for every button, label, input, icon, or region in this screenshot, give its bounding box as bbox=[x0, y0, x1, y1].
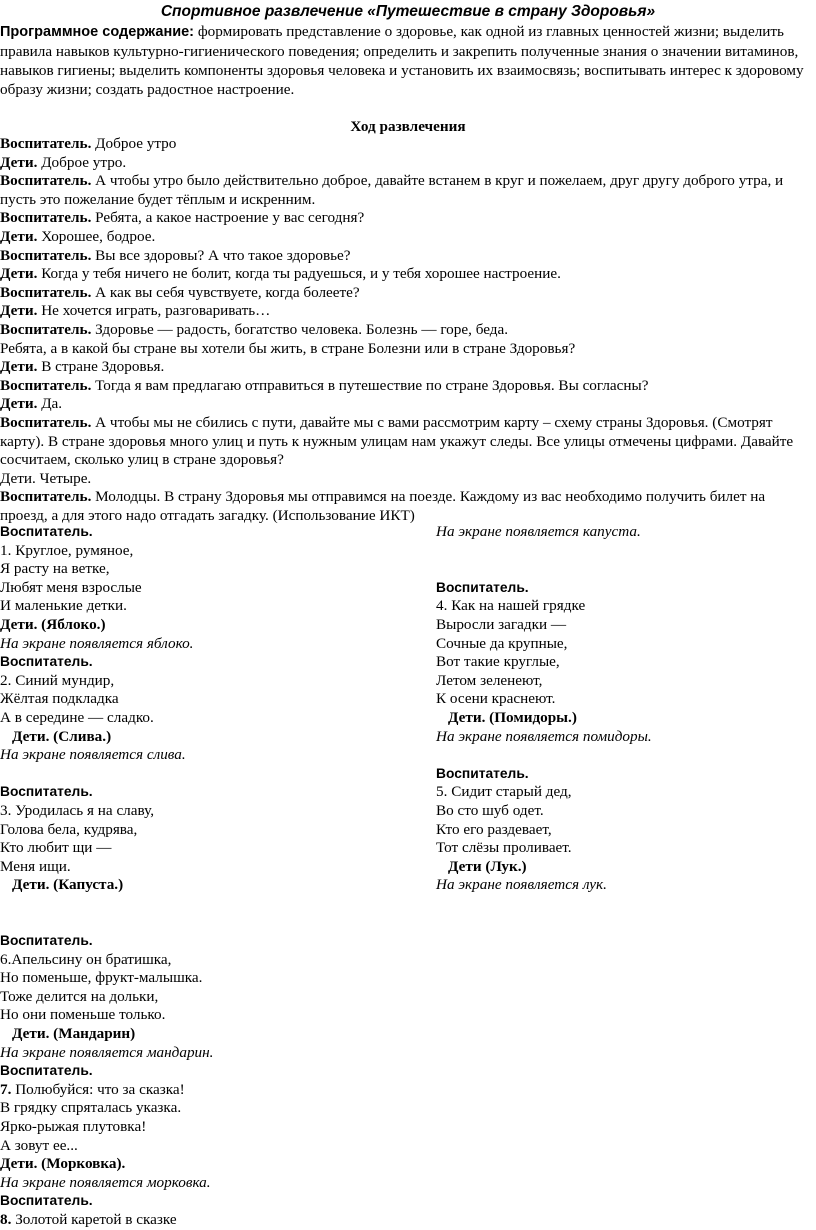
riddle-line-text: В грядку спряталась указка. bbox=[0, 1099, 182, 1117]
dialog-line bbox=[0, 209, 816, 228]
riddle-line bbox=[0, 1081, 420, 1100]
screen-note: На экране появляется мандарин. bbox=[0, 1043, 214, 1061]
riddle-line bbox=[436, 672, 816, 691]
riddle-line-text: Кто любит щи — bbox=[0, 839, 112, 857]
riddle-answer: Дети. (Мандарин) bbox=[12, 1025, 136, 1043]
spacer bbox=[0, 765, 420, 784]
dialog-line bbox=[0, 470, 816, 489]
riddle-speaker: Воспитатель. bbox=[0, 1193, 93, 1209]
riddle-line-text: Уродилась я на славу, bbox=[11, 801, 155, 819]
dialog-text: Не хочется играть, разговаривать… bbox=[37, 302, 271, 320]
riddle-line bbox=[436, 597, 816, 616]
dialog-line bbox=[0, 135, 816, 154]
riddle-line bbox=[436, 821, 816, 840]
speaker-label: Воспитатель. bbox=[0, 413, 92, 431]
dialog-text: Доброе утро. bbox=[37, 153, 127, 171]
riddle-number: 8. bbox=[0, 1210, 12, 1228]
riddle-line-text: Полюбуйся: что за сказка! bbox=[11, 1080, 185, 1098]
riddle-line bbox=[0, 1137, 420, 1156]
dialog-text: В стране Здоровья. bbox=[37, 358, 165, 376]
riddle-line-text: Меня ищи. bbox=[0, 857, 71, 875]
riddle-line bbox=[436, 690, 816, 709]
riddle-line bbox=[0, 839, 420, 858]
riddle-number: 2. bbox=[0, 671, 12, 689]
dialog-line bbox=[0, 284, 816, 303]
dialog-text: Да. bbox=[37, 395, 63, 413]
riddle-line bbox=[0, 1099, 420, 1118]
screen-note: На экране появляется морковка. bbox=[0, 1173, 211, 1191]
document-title: Спортивное развлечение «Путешествие в страну Здоровья» bbox=[160, 3, 656, 20]
speaker-label: Воспитатель. bbox=[0, 488, 92, 506]
dialog-section bbox=[0, 135, 816, 525]
riddle-line-text: А зовут ее... bbox=[0, 1136, 78, 1154]
riddle-number: 3. bbox=[0, 801, 12, 819]
dialog-text: Доброе утро bbox=[91, 135, 177, 152]
riddles-right-column bbox=[436, 523, 816, 895]
riddle-line bbox=[436, 616, 816, 635]
riddle-line-text: Золотой каретой в сказке bbox=[11, 1210, 177, 1228]
screen-note: На экране появляется капуста. bbox=[436, 523, 641, 540]
riddle-line bbox=[0, 951, 420, 970]
spacer bbox=[436, 542, 816, 561]
dialog-line bbox=[0, 172, 816, 209]
dialog-line bbox=[0, 247, 816, 266]
speaker-label: Воспитатель. bbox=[0, 246, 92, 264]
riddle-number: 7. bbox=[0, 1080, 12, 1098]
spacer bbox=[0, 895, 420, 914]
riddle-speaker: Воспитатель. bbox=[0, 1063, 93, 1079]
dialog-line bbox=[0, 302, 816, 321]
spacer bbox=[0, 913, 420, 932]
riddle-line-text: Тоже делится на дольки, bbox=[0, 987, 159, 1005]
riddle-answer: Дети. (Морковка). bbox=[0, 1155, 126, 1173]
riddle-line bbox=[0, 1118, 420, 1137]
riddle-answer: Дети (Лук.) bbox=[448, 857, 527, 875]
dialog-text: Ребята, а какое настроение у вас сегодня? bbox=[91, 209, 365, 227]
riddle-speaker: Воспитатель. bbox=[0, 524, 93, 539]
riddle-line-text: Синий мундир, bbox=[11, 671, 115, 689]
riddle-line-text: Выросли загадки — bbox=[436, 615, 567, 633]
program-content-text: формировать представление о здоровье, как одной из главных ценностей жизни; выделить правила навыков культурно-гигиенического поведения; определить и закрепить полученные знания о значении витаминов, навыков гигиены; выделить компоненты здоровья человека и установить их взаимосвязь; воспитывать интерес к здоровому образу жизни; создать радостное настроение. bbox=[0, 23, 804, 98]
riddle-line-text: Но поменьше, фрукт-малышка. bbox=[0, 969, 203, 987]
riddle-line-text: Любят меня взрослые bbox=[0, 578, 142, 596]
riddle-line bbox=[0, 969, 420, 988]
riddle-line-text: Как на нашей грядке bbox=[447, 597, 586, 615]
speaker-label: Воспитатель. bbox=[0, 283, 92, 301]
screen-note: На экране появляется помидоры. bbox=[436, 727, 652, 745]
spacer bbox=[436, 560, 816, 579]
dialog-line bbox=[0, 377, 816, 396]
riddle-number: 4. bbox=[436, 597, 448, 615]
riddle-line-text: Сидит старый дед, bbox=[447, 783, 572, 801]
riddle-answer: Дети. (Слива.) bbox=[12, 727, 112, 745]
speaker-label: Воспитатель. bbox=[0, 209, 92, 227]
riddle-line-text: Жёлтая подкладка bbox=[0, 690, 119, 708]
riddle-line bbox=[0, 1211, 420, 1230]
riddle-line bbox=[436, 635, 816, 654]
riddle-line bbox=[0, 597, 420, 616]
riddle-line bbox=[0, 1006, 420, 1025]
screen-note: На экране появляется слива. bbox=[0, 746, 186, 764]
riddle-line-text: Тот слёзы проливает. bbox=[436, 839, 572, 857]
dialog-line bbox=[0, 340, 816, 359]
dialog-text: Вы все здоровы? А что такое здоровье? bbox=[91, 246, 351, 264]
screen-note: На экране появляется яблоко. bbox=[0, 634, 194, 652]
dialog-text: Тогда я вам предлагаю отправиться в путешествие по стране Здоровья. Вы согласны? bbox=[91, 376, 649, 394]
dialog-line bbox=[0, 488, 816, 525]
riddle-line bbox=[436, 802, 816, 821]
riddle-line bbox=[0, 672, 420, 691]
riddle-line-text: Вот такие круглые, bbox=[436, 653, 560, 671]
riddle-line bbox=[0, 560, 420, 579]
riddle-line-text: И маленькие детки. bbox=[0, 597, 127, 615]
riddle-line bbox=[0, 542, 420, 561]
riddle-line-text: Сочные да крупные, bbox=[436, 634, 568, 652]
riddle-line bbox=[0, 858, 420, 877]
riddle-speaker: Воспитатель. bbox=[0, 784, 93, 800]
riddle-line-text: Летом зеленеют, bbox=[436, 671, 543, 689]
dialog-line bbox=[0, 265, 816, 284]
dialog-line bbox=[0, 358, 816, 377]
riddle-speaker: Воспитатель. bbox=[436, 765, 529, 781]
speaker-label: Дети. bbox=[0, 153, 38, 171]
riddle-line-text: К осени краснеют. bbox=[436, 690, 556, 708]
riddle-number: 6. bbox=[0, 950, 12, 968]
dialog-text: А как вы себя чувствуете, когда болеете? bbox=[91, 283, 360, 301]
speaker-label: Дети. bbox=[0, 227, 38, 245]
riddle-line-text: Но они поменьше только. bbox=[0, 1006, 166, 1024]
riddle-line bbox=[0, 690, 420, 709]
riddle-line-text: А в середине — сладко. bbox=[0, 708, 154, 726]
dialog-line bbox=[0, 395, 816, 414]
riddle-line bbox=[436, 839, 816, 858]
riddle-number: 5. bbox=[436, 783, 448, 801]
dialog-text: А чтобы утро было действительно доброе, давайте встанем в круг и пожелаем, друг другу доброго утра, и пусть это пожелание будет тёплым и искренним. bbox=[0, 172, 784, 208]
riddle-answer: Дети. (Яблоко.) bbox=[0, 615, 106, 633]
riddle-line bbox=[436, 653, 816, 672]
riddle-answer: Дети. (Помидоры.) bbox=[448, 708, 577, 726]
speaker-label: Воспитатель. bbox=[0, 172, 92, 190]
dialog-line bbox=[0, 228, 816, 247]
speaker-label: Воспитатель. bbox=[0, 135, 92, 152]
speaker-label: Дети. bbox=[0, 358, 38, 376]
speaker-label: Дети. bbox=[0, 395, 38, 413]
riddle-line bbox=[0, 709, 420, 728]
dialog-text: Ребята, а в какой бы стране вы хотели бы жить, в стране Болезни или в стране Здоровья? bbox=[0, 339, 576, 357]
speaker-label: Дети. bbox=[0, 302, 38, 320]
riddle-line bbox=[436, 783, 816, 802]
riddle-answer: Дети. (Капуста.) bbox=[12, 876, 124, 894]
section-heading: Ход развлечения bbox=[350, 118, 466, 135]
riddle-line-text: Ярко-рыжая плутовка! bbox=[0, 1118, 147, 1135]
riddle-line-text: Голова бела, кудрява, bbox=[0, 820, 138, 838]
dialog-text: Хорошее, бодрое. bbox=[37, 227, 156, 245]
riddle-line bbox=[0, 579, 420, 598]
dialog-line bbox=[0, 414, 816, 470]
riddle-line bbox=[0, 988, 420, 1007]
riddle-speaker: Воспитатель. bbox=[436, 579, 529, 595]
dialog-text: Дети. Четыре. bbox=[0, 469, 92, 487]
program-content-label: Программное содержание: bbox=[0, 24, 195, 40]
spacer bbox=[436, 746, 816, 765]
riddle-speaker: Воспитатель. bbox=[0, 933, 93, 949]
dialog-line bbox=[0, 321, 816, 340]
riddles-left-column bbox=[0, 523, 420, 1230]
dialog-text: Здоровье — радость, богатство человека. Болезнь — горе, беда. bbox=[91, 320, 509, 338]
riddle-line-text: Круглое, румяное, bbox=[11, 541, 134, 559]
riddle-line-text: Апельсину он братишка, bbox=[11, 950, 172, 968]
riddle-line-text: Во сто шуб одет. bbox=[436, 801, 544, 819]
riddle-line-text: Кто его раздевает, bbox=[436, 820, 552, 838]
riddle-speaker: Воспитатель. bbox=[0, 654, 93, 670]
dialog-line bbox=[0, 154, 816, 173]
speaker-label: Воспитатель. bbox=[0, 320, 92, 338]
program-content bbox=[0, 22, 806, 99]
speaker-label: Воспитатель. bbox=[0, 376, 92, 394]
dialog-text: А чтобы мы не сбились с пути, давайте мы с вами рассмотрим карту – схему страны Здоровья. (Смотрят карту). В стране здоровья много улиц и путь к нужным улицам нам укажут следы. Все улицы отмечены цифрами. Давайте сосчитаем, сколько улиц в стране здоровья? bbox=[0, 413, 794, 469]
speaker-label: Дети. bbox=[0, 265, 38, 283]
dialog-text: Молодцы. В страну Здоровья мы отправимся на поезде. Каждому из вас необходимо получить билет на проезд, а для этого надо отгадать загадку. (Использование ИКТ) bbox=[0, 488, 766, 524]
riddle-line bbox=[0, 821, 420, 840]
riddle-line-text: Я расту на ветке, bbox=[0, 560, 110, 578]
riddle-number: 1. bbox=[0, 541, 12, 559]
riddle-line bbox=[0, 802, 420, 821]
screen-note: На экране появляется лук. bbox=[436, 876, 607, 894]
dialog-text: Когда у тебя ничего не болит, когда ты радуешься, и у тебя хорошее настроение. bbox=[37, 265, 561, 283]
